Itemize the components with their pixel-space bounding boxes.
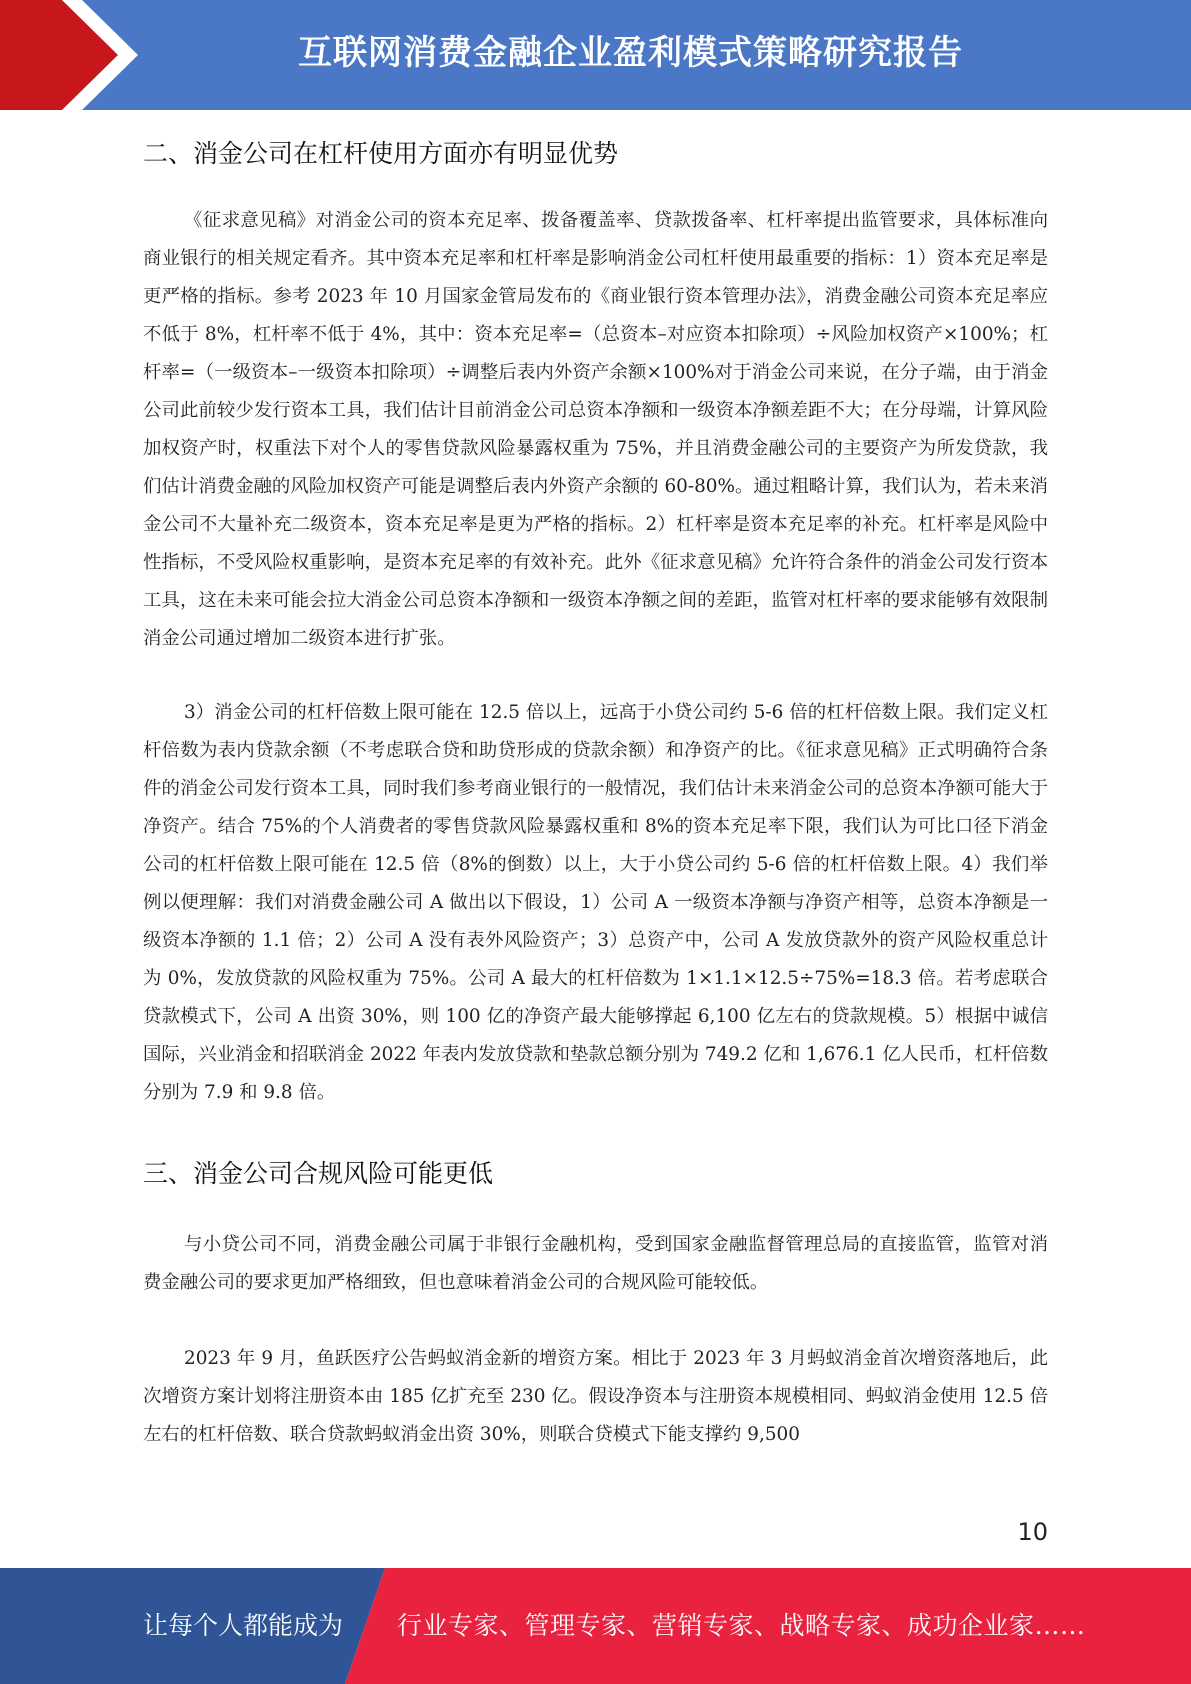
page-header-band xyxy=(0,0,1191,110)
body-paragraph: 《征求意见稿》对消金公司的资本充足率、拨备覆盖率、贷款拨备率、杠杆率提出监管要求，具体标准向商业银行的相关规定看齐。其中资本充足率和杠杆率是影响消金公司杠杆使用最重要的指标：1）资本充足率是更严格的指标。参考 2023 年 10 月国家金管局发布的《商业银行资本管理办法》，消费金融公司资本充足率应不低于 8%，杠杆率不低于 4%，其中：资本充足率=（总资本–对应资本扣除项）÷风险加权资产×100%；杠杆率=（一级资本–一级资本扣除项）÷调整后表内外资产余额×100%对于消金公司来说，在分子端，由于消金公司此前较少发行资本工具，我们估计目前消金公司总资本净额和一级资本净额差距不大；在分母端，计算风险加权资产时，权重法下对个人的零售贷款风险暴露权重为 75%，并且消费金融公司的主要资产为所发贷款，我们估计消费金融的风险加权资产可能是调整后表内外资产余额的 60-80%。通过粗略计算，我们认为，若未来消金公司不大量补充二级资本，资本充足率是更为严格的指标。2）杠杆率是资本充足率的补充。杠杆率是风险中性指标，不受风险权重影响，是资本充足率的有效补充。此外《征求意见稿》允许符合条件的消金公司发行资本工具，这在未来可能会拉大消金公司总资本净额和一级资本净额之间的差距，监管对杠杆率的要求能够有效限制消金公司通过增加二级资本进行扩张。 xyxy=(143,210,1048,649)
page-footer-band xyxy=(0,1568,1191,1684)
footer-slogan-left: 让每个人都能成为 xyxy=(143,1611,344,1640)
body-paragraph: 3）消金公司的杠杆倍数上限可能在 12.5 倍以上，远高于小贷公司约 5-6 倍的杠杆倍数上限。我们定义杠杆倍数为表内贷款余额（不考虑联合贷和助贷形成的贷款余额）和净资产的比。《征求意见稿》正式明确符合条件的消金公司发行资本工具，同时我们参考商业银行的一般情况，我们估计未来消金公司的总资本净额可能大于净资产。结合 75%的个人消费者的零售贷款风险暴露权重和 8%的资本充足率下限，我们认为可比口径下消金公司的杠杆倍数上限可能在 12.5 倍（8%的倒数）以上，大于小贷公司约 5-6 倍的杠杆倍数上限。4）我们举例以便理解：我们对消费金融公司 A 做出以下假设，1）公司 A 一级资本净额与净资产相等，总资本净额是一级资本净额的 1.1 倍；2）公司 A 没有表外风险资产；3）总资产中，公司 A 发放贷款外的资产风险权重总计为 0%，发放贷款的风险权重为 75%。公司 A 最大的杠杆倍数为 1×1.1×12.5÷75%=18.3 倍。若考虑联合贷款模式下，公司 A 出资 30%，则 100 亿的净资产最大能够撑起 6,100 亿左右的贷款规模。5）根据中诚信国际，兴业消金和招联消金 2022 年表内发放贷款和垫款总额分别为 749.2 亿和 1,676.1 亿人民币，杠杆倍数分别为 7.9 和 9.8 倍。 xyxy=(143,702,1048,1103)
section-heading: 三、消金公司合规风险可能更低 xyxy=(143,1159,494,1188)
page-number: 10 xyxy=(1017,1518,1048,1546)
footer-slogan-right: 行业专家、管理专家、营销专家、战略专家、成功企业家…… xyxy=(397,1611,1086,1640)
body-paragraph: 与小贷公司不同，消费金融公司属于非银行金融机构，受到国家金融监督管理总局的直接监管，监管对消费金融公司的要求更加严格细致，但也意味着消金公司的合规风险可能较低。 xyxy=(143,1234,1048,1293)
page-content xyxy=(143,128,1048,1454)
report-title: 互联网消费金融企业盈利模式策略研究报告 xyxy=(298,33,963,73)
section-heading: 二、消金公司在杠杆使用方面亦有明显优势 xyxy=(143,139,619,168)
body-paragraph: 2023 年 9 月，鱼跃医疗公告蚂蚁消金新的增资方案。相比于 2023 年 3 月蚂蚁消金首次增资落地后，此次增资方案计划将注册资本由 185 亿扩充至 230 亿。假设净资本与注册资本规模相同、蚂蚁消金使用 12.5 倍左右的杠杆倍数、联合贷款蚂蚁消金出资 30%，则联合贷模式下能支撑约 9,500 xyxy=(143,1348,1048,1445)
